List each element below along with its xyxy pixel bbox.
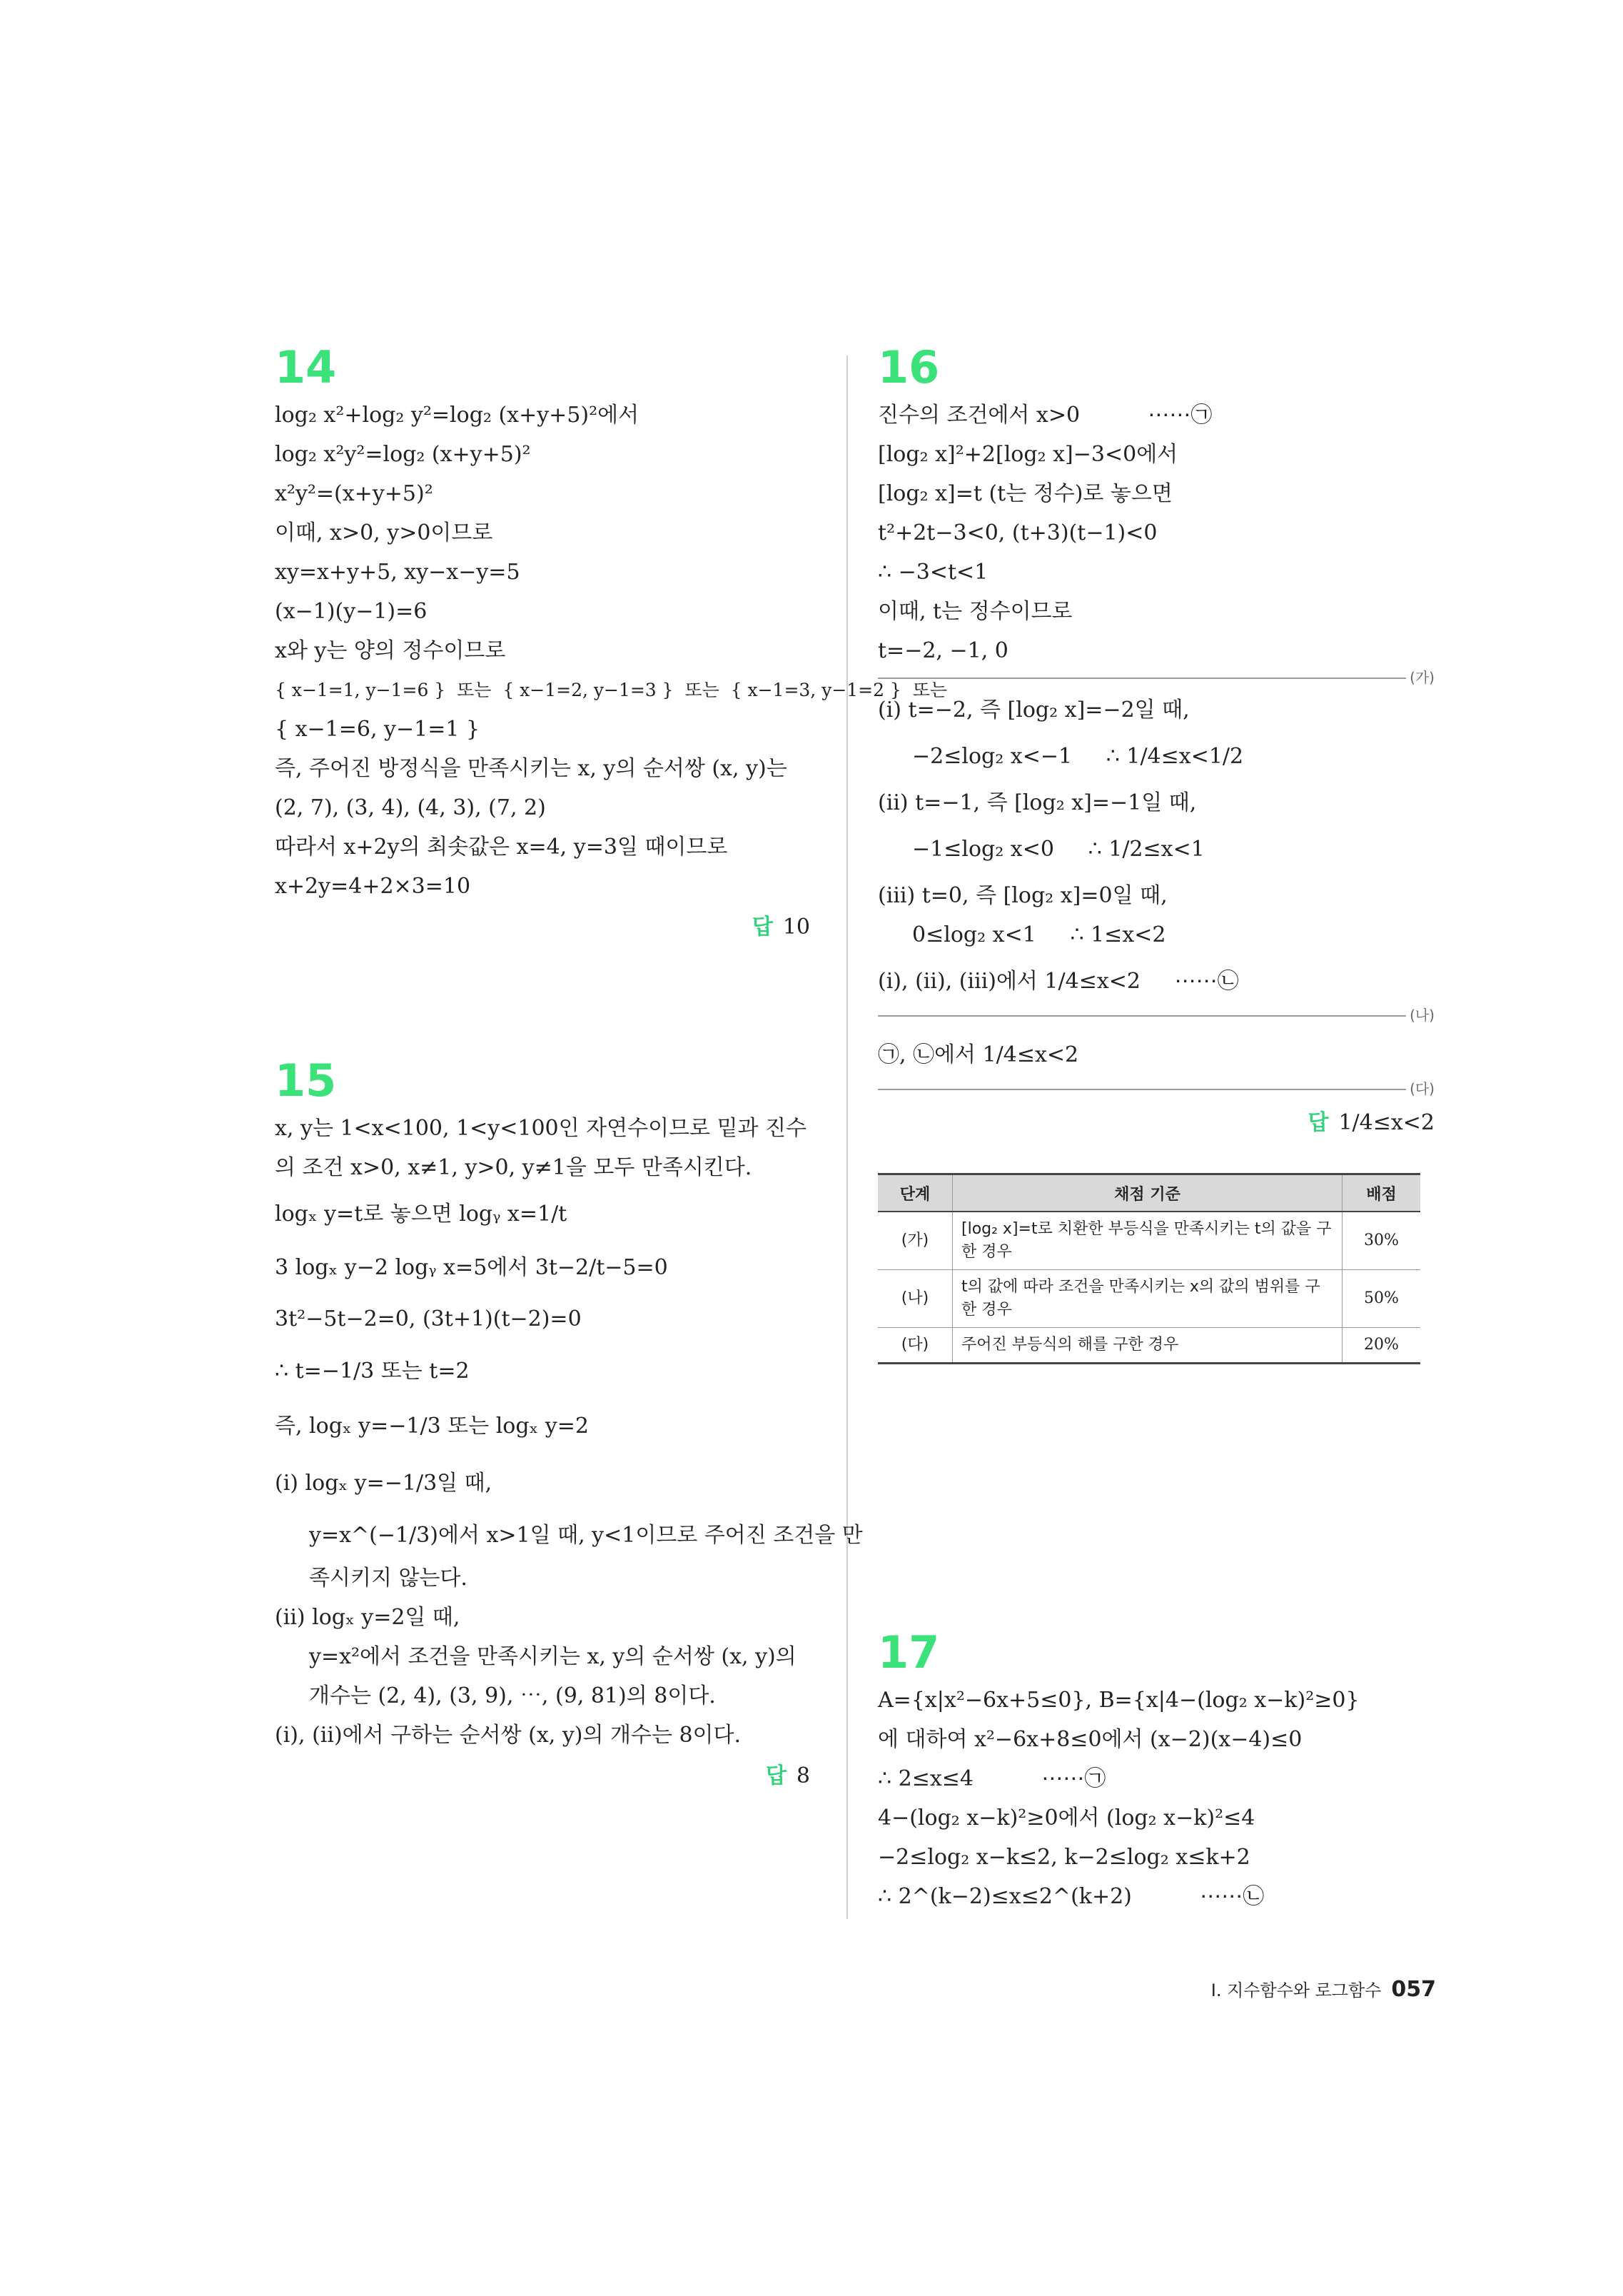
problem-17 <box>878 1628 1435 1916</box>
solution-line: logₓ y=t로 놓으면 logᵧ x=1/t <box>275 1202 567 1227</box>
solution-line: ㉠, ㉡에서 1/4≤x<2 <box>878 1042 1079 1067</box>
solution-line: t²+2t−3<0, (t+3)(t−1)<0 <box>878 520 1158 545</box>
solution-line: t=−2, −1, 0 <box>878 638 1008 663</box>
solution-line: 4−(log₂ x−k)²≥0에서 (log₂ x−k)²≤4 <box>878 1806 1255 1831</box>
answer-value: 1/4≤x<2 <box>1338 1110 1435 1135</box>
solution-line: −2≤log₂ x<−1 ∴ 1/4≤x<1/2 <box>912 744 1244 769</box>
solution-line: { x−1=1, y−1=6 } 또는 { x−1=2, y−1=3 } 또는 { x−1=3, y−1=2 } 또는 <box>275 680 948 700</box>
solution-line: ∴ −3<t<1 <box>878 560 989 585</box>
answer <box>878 1102 1435 1144</box>
problem-number: 14 <box>275 341 337 393</box>
page-footer <box>1211 1976 1436 2002</box>
solution-line: (ⅰ), (ⅱ), (ⅲ)에서 1/4≤x<2 ⋯⋯㉡ <box>878 969 1239 994</box>
step-marker: (나) <box>1410 1007 1435 1024</box>
solution-line: (ⅱ) logₓ y=2일 때, <box>275 1605 460 1630</box>
solution-line: 3 logₓ y−2 logᵧ x=5에서 3t−2/t−5=0 <box>275 1255 668 1280</box>
solution-line: y=x^(−1/3)에서 x>1일 때, y<1이므로 주어진 조건을 만 <box>309 1523 863 1548</box>
page-number: 057 <box>1391 1977 1436 2002</box>
header-points: 배점 <box>1343 1174 1421 1212</box>
solution-line: { x−1=6, y−1=1 } <box>275 717 480 742</box>
criterion-cell: 주어진 부등식의 해를 구한 경우 <box>953 1328 1343 1364</box>
solution-line: 이때, x>0, y>0이므로 <box>275 520 493 545</box>
solution-line: 족시키지 않는다. <box>309 1566 467 1591</box>
solution-line: 에 대하여 x²−6x+8≤0에서 (x−2)(x−4)≤0 <box>878 1727 1303 1752</box>
solution-line: (ⅰ) logₓ y=−1/3일 때, <box>275 1471 492 1496</box>
criterion-cell: [log₂ x]=t로 치환한 부등식을 만족시키는 t의 값을 구한 경우 <box>953 1212 1343 1270</box>
problem-number: 16 <box>878 341 940 393</box>
answer-label: 답 <box>1308 1110 1329 1135</box>
solution-line: 3t²−5t−2=0, (3t+1)(t−2)=0 <box>275 1306 582 1331</box>
solution-line: (2, 7), (3, 4), (4, 3), (7, 2) <box>275 795 546 820</box>
step-cell: (나) <box>878 1270 953 1328</box>
solution-line: y=x²에서 조건을 만족시키는 x, y의 순서쌍 (x, y)의 <box>309 1644 797 1669</box>
solution-line: (ⅲ) t=0, 즉 [log₂ x]=0일 때, <box>878 883 1168 908</box>
solution-line: (ⅱ) t=−1, 즉 [log₂ x]=−1일 때, <box>878 790 1197 815</box>
table-row <box>878 1212 1420 1270</box>
solution-line: 이때, t는 정수이므로 <box>878 599 1073 624</box>
solution-line: [log₂ x]²+2[log₂ x]−3<0에서 <box>878 442 1178 467</box>
table-row <box>878 1270 1420 1328</box>
answer-value: 10 <box>782 915 810 940</box>
step-marker: (다) <box>1410 1080 1435 1097</box>
solution-line: A={x|x²−6x+5≤0}, B={x|4−(log₂ x−k)²≥0} <box>878 1688 1360 1713</box>
solution-line: x+2y=4+2×3=10 <box>275 874 471 899</box>
answer-label: 답 <box>752 915 773 940</box>
solution-line: x와 y는 양의 정수이므로 <box>275 638 506 663</box>
solution-line: −2≤log₂ x−k≤2, k−2≤log₂ x≤k+2 <box>878 1845 1250 1870</box>
solution-line: x, y는 1<x<100, 1<y<100인 자연수이므로 밑과 진수 <box>275 1116 807 1141</box>
step-divider <box>878 1082 1435 1102</box>
grading-header-row <box>878 1174 1420 1212</box>
step-divider <box>878 670 1435 690</box>
answer-value: 8 <box>796 1763 810 1788</box>
solution-line: [log₂ x]=t (t는 정수)로 놓으면 <box>878 481 1173 506</box>
step-cell: (가) <box>878 1212 953 1270</box>
column-divider <box>846 356 848 1919</box>
problem-number: 15 <box>275 1054 337 1107</box>
step-cell: (다) <box>878 1328 953 1364</box>
answer-label: 답 <box>765 1763 787 1788</box>
right-column <box>878 341 1435 1909</box>
solution-line: log₂ x²+log₂ y²=log₂ (x+y+5)²에서 <box>275 403 639 428</box>
points-cell: 30% <box>1343 1212 1421 1270</box>
solution-line: xy=x+y+5, xy−x−y=5 <box>275 560 520 585</box>
grading-table <box>878 1173 1420 1364</box>
solution-line: (ⅰ) t=−2, 즉 [log₂ x]=−2일 때, <box>878 698 1190 722</box>
solution-line: x²y²=(x+y+5)² <box>275 481 433 506</box>
solution-line: ∴ 2≤x≤4 ⋯⋯㉠ <box>878 1766 1106 1791</box>
solution-line: 진수의 조건에서 x>0 ⋯⋯㉠ <box>878 403 1213 428</box>
step-marker: (가) <box>1410 669 1435 686</box>
solution-line: (ⅰ), (ⅱ)에서 구하는 순서쌍 (x, y)의 개수는 8이다. <box>275 1723 742 1748</box>
solution-line: log₂ x²y²=log₂ (x+y+5)² <box>275 442 531 467</box>
solution-line: 따라서 x+2y의 최솟값은 x=4, y=3일 때이므로 <box>275 835 728 860</box>
problem-16 <box>878 343 1435 1364</box>
problem-15 <box>275 1054 863 1798</box>
solution-line: 개수는 (2, 4), (3, 9), ⋯, (9, 81)의 8이다. <box>309 1683 716 1708</box>
answer <box>275 1755 810 1798</box>
table-row <box>878 1328 1420 1364</box>
solution-line: 즉, logₓ y=−1/3 또는 logₓ y=2 <box>275 1414 589 1439</box>
header-criterion: 채점 기준 <box>953 1174 1343 1212</box>
solution-line: (x−1)(y−1)=6 <box>275 599 428 624</box>
problem-number: 17 <box>878 1626 940 1678</box>
header-step: 단계 <box>878 1174 953 1212</box>
criterion-cell: t의 값에 따라 조건을 만족시키는 x의 값의 범위를 구한 경우 <box>953 1270 1343 1328</box>
solution-line: ∴ 2^(k−2)≤x≤2^(k+2) ⋯⋯㉡ <box>878 1884 1265 1909</box>
chapter-title: Ⅰ. 지수함수와 로그함수 <box>1210 1980 1382 2000</box>
step-divider <box>878 1008 1435 1028</box>
solution-line: 의 조건 x>0, x≠1, y>0, y≠1을 모두 만족시킨다. <box>275 1155 752 1180</box>
solution-line: 0≤log₂ x<1 ∴ 1≤x<2 <box>912 922 1166 947</box>
answer <box>275 906 810 949</box>
solution-line: 즉, 주어진 방정식을 만족시키는 x, y의 순서쌍 (x, y)는 <box>275 756 787 781</box>
solution-line: −1≤log₂ x<0 ∴ 1/2≤x<1 <box>912 837 1205 862</box>
points-cell: 50% <box>1343 1270 1421 1328</box>
points-cell: 20% <box>1343 1328 1421 1364</box>
solution-line: ∴ t=−1/3 또는 t=2 <box>275 1359 470 1384</box>
